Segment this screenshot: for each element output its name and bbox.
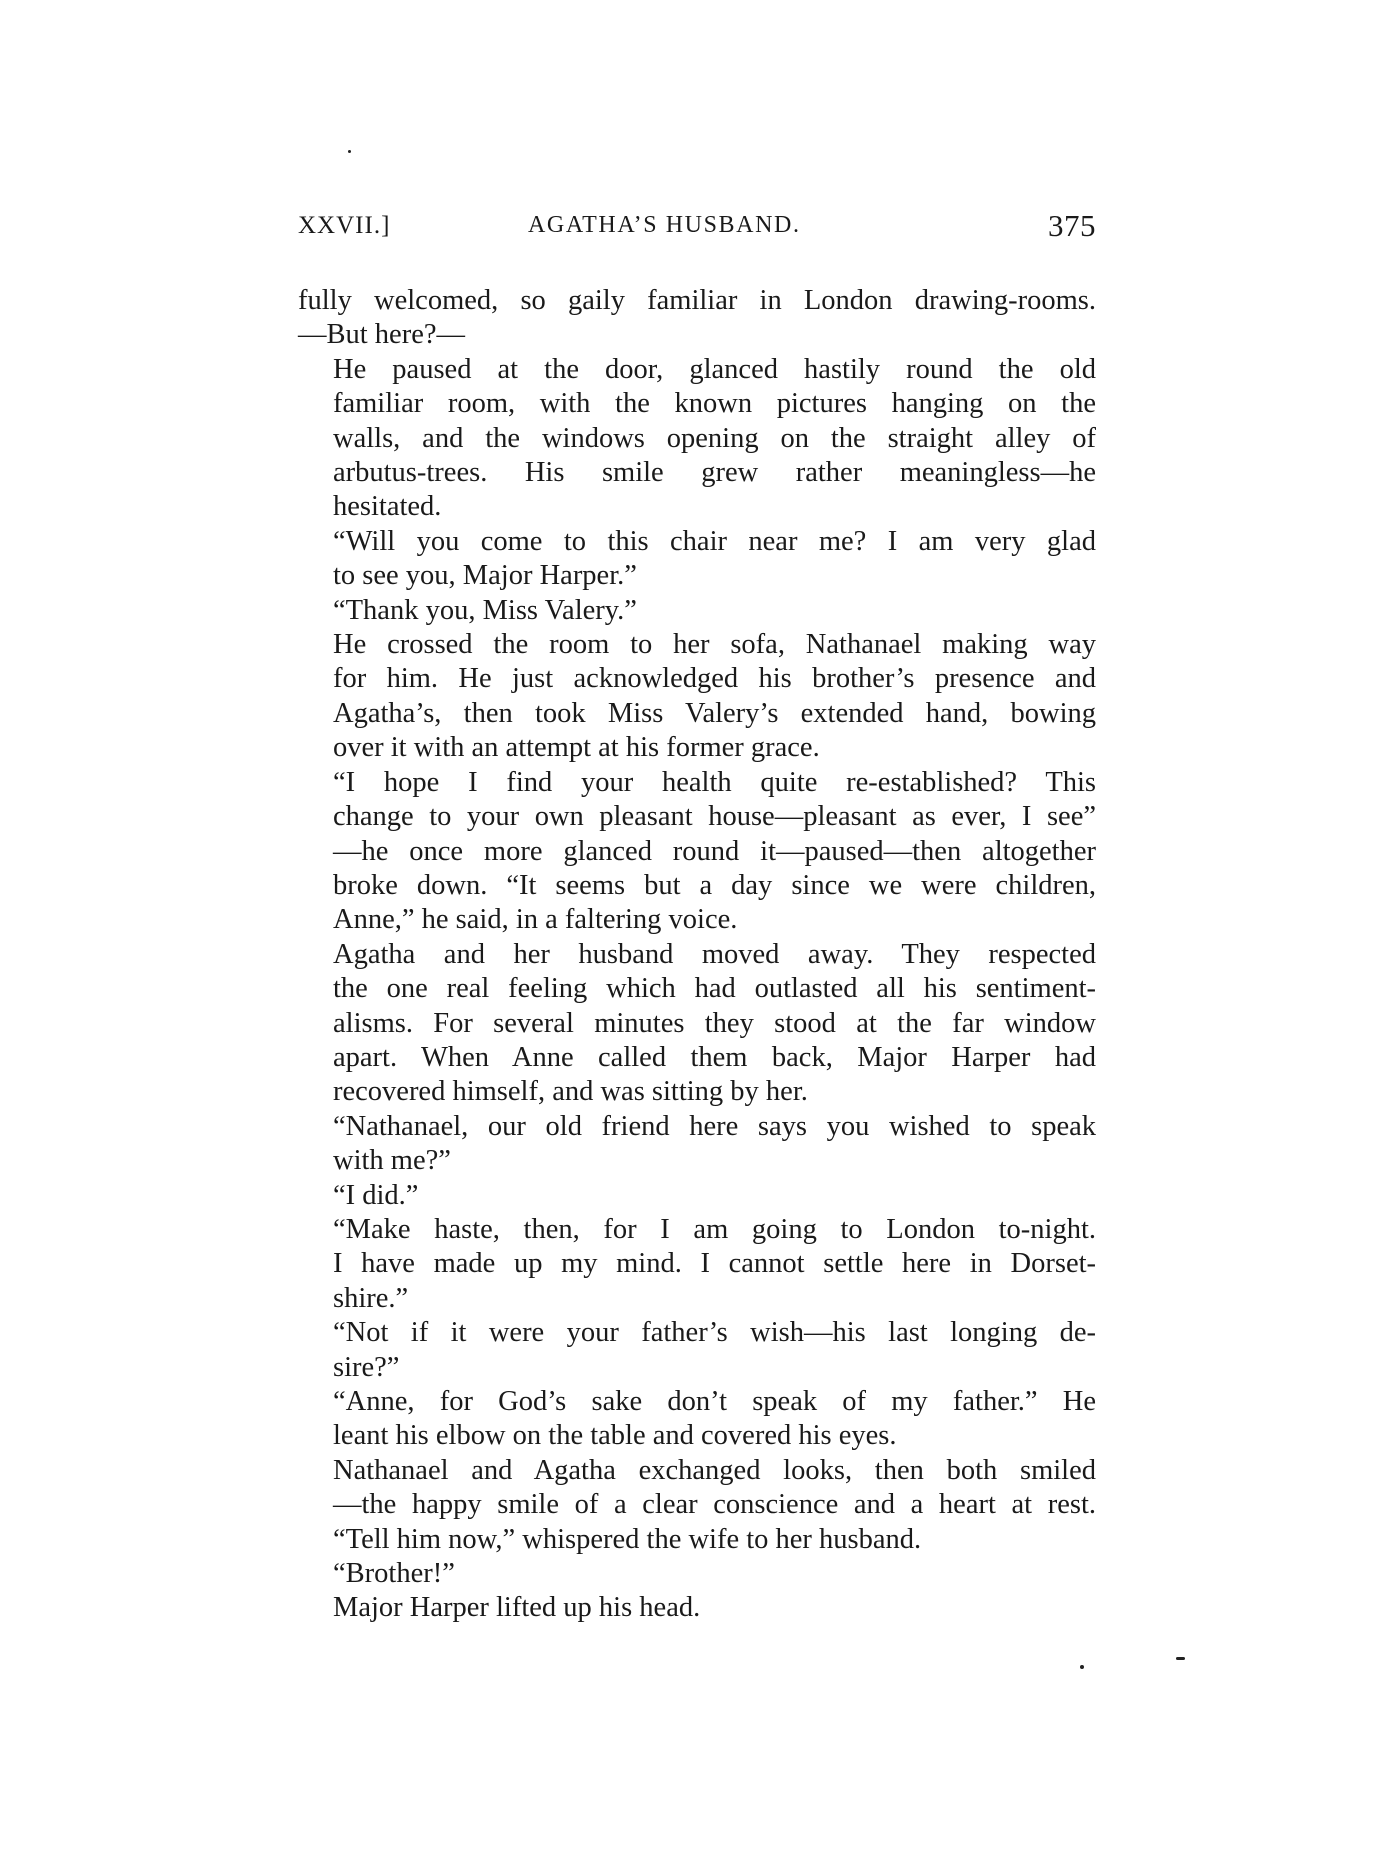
text-line: Agatha and her husband moved away. They respected [333,938,1096,970]
running-head [298,208,1096,252]
text-line: apart. When Anne called them back, Major Harper had [333,1041,1096,1073]
text-line: “I hope I find your health quite re-established? This [333,766,1096,798]
text-line: “Brother!” [333,1558,455,1590]
paragraph [298,628,1096,766]
text-line: —But here?— [298,319,465,351]
paragraph [298,1179,1096,1213]
paragraph [298,1591,1096,1625]
paragraph [298,1213,1096,1316]
text-line: “Anne, for God’s sake don’t speak of my father.” He [333,1386,1096,1417]
text-line: “Nathanael, our old friend here says you wished to speak [333,1110,1096,1142]
text-line: alisms. For several minutes they stood at the far window [333,1007,1096,1039]
paragraph [298,353,1096,525]
running-title: AGATHA’S HUSBAND. [528,212,801,238]
text-line: fully welcomed, so gaily familiar in London drawing-rooms. [298,285,1096,316]
text-line: “Will you come to this chair near me? I am very glad [333,525,1096,557]
paragraph [298,1557,1096,1591]
text-line: “Not if it were your father’s wish—his last longing de- [333,1317,1096,1349]
paragraph [298,766,1096,938]
text-line: “Make haste, then, for I am going to London to-night. [333,1213,1096,1245]
text-line: Major Harper lifted up his head. [333,1592,701,1624]
paragraph [298,594,1096,628]
chapter-marker: XXVII.] [298,212,391,239]
text-line: over it with an attempt at his former grace. [333,732,820,764]
paragraph [298,525,1096,594]
text-line: familiar room, with the known pictures hanging on the [333,388,1096,420]
scan-speck [1176,1657,1185,1660]
text-line: hesitated. [333,491,442,523]
paragraph [298,1316,1096,1385]
text-line: sire?” [333,1351,400,1383]
text-line: “Thank you, Miss Valery.” [333,594,637,626]
body-text [298,284,1096,1626]
text-line: —the happy smile of a clear conscience and a heart at rest. [333,1489,1096,1521]
text-line: He crossed the room to her sofa, Nathanael making way [333,629,1096,661]
text-line: broke down. “It seems but a day since we were children, [333,869,1096,901]
paragraph [298,1385,1096,1454]
text-line: I have made up my mind. I cannot settle here in Dorset- [333,1248,1096,1280]
text-line: walls, and the windows opening on the straight alley of [333,422,1096,454]
page-number: 375 [1048,208,1096,243]
scan-speck [1080,1665,1084,1669]
text-line: the one real feeling which had outlasted all his sentiment- [333,973,1096,1005]
book-page [298,208,1096,1626]
text-line: —he once more glanced round it—paused—then altogether [333,835,1096,867]
paragraph [298,1454,1096,1557]
paragraph [298,938,1096,1110]
text-line: with me?” [333,1145,451,1177]
text-line: recovered himself, and was sitting by her. [333,1076,808,1108]
paragraph [298,284,1096,353]
text-line: leant his elbow on the table and covered his eyes. [333,1420,897,1452]
text-line: for him. He just acknowledged his brother’s presence and [333,663,1096,695]
text-line: He paused at the door, glanced hastily round the old [333,353,1096,385]
text-line: “I did.” [333,1179,419,1211]
text-line: Nathanael and Agatha exchanged looks, then both smiled [333,1454,1096,1486]
scan-speck [348,150,351,153]
text-line: Agatha’s, then took Miss Valery’s extended hand, bowing [333,697,1096,729]
text-line: change to your own pleasant house—pleasant as ever, I see” [333,801,1096,833]
paragraph [298,1110,1096,1179]
text-line: Anne,” he said, in a faltering voice. [333,904,738,936]
text-line: shire.” [333,1282,409,1314]
text-line: to see you, Major Harper.” [333,560,637,592]
text-line: “Tell him now,” whispered the wife to her husband. [333,1523,922,1555]
text-line: arbutus-trees. His smile grew rather meaningless—he [333,457,1096,489]
